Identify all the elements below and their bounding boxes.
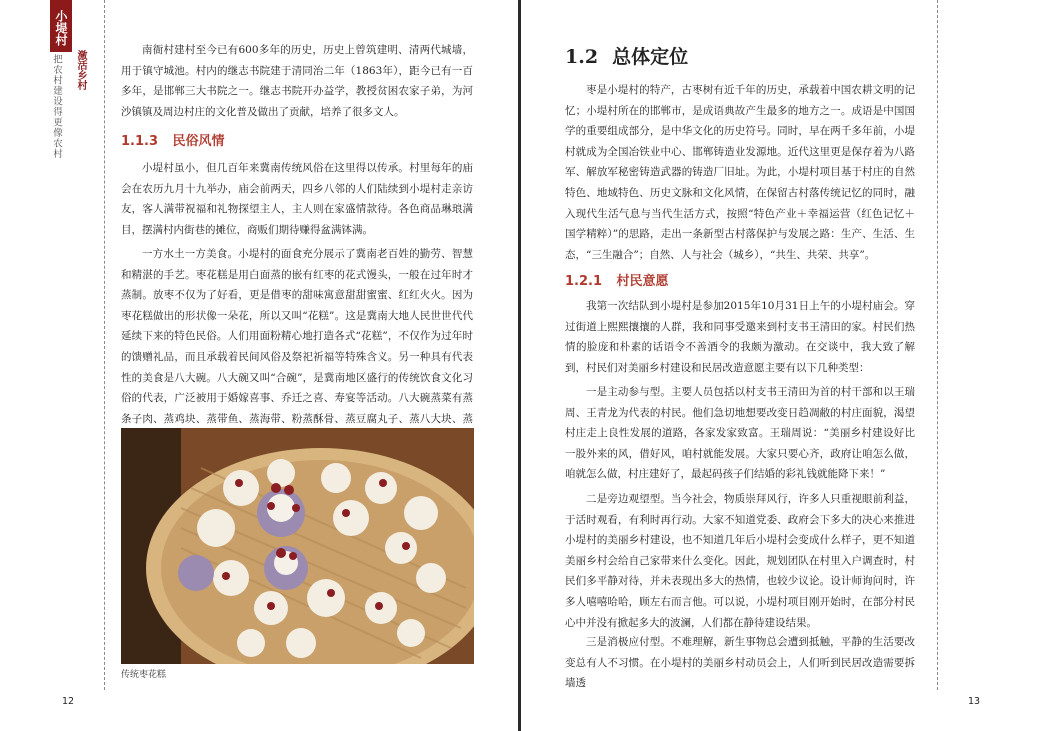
- paragraph: 二是旁边观望型。当今社会，物质崇拜风行，许多人只重视眼前利益，于活时观看，有利时再行动。大家不知道党委、政府会下多大的决心来推进小堤村的美丽乡村建设，也不知道几年后小堤村会变成什么样子，更不知道美丽乡村会给自己家带来什么变化。因此，规划团队在村里入户调查时，村民们多平静对待，并未表现出多大的热情，也较少议论。设计师询问时，许多人嘻嘻哈哈，顾左右而言他。可以说，小堤村项目刚开始时，在部分村民心中并没有掀起多大的波澜，人们都在静待建设结果。: [565, 493, 915, 629]
- paragraph: 枣是小堤村的特产，古枣树有近千年的历史，承载着中国农耕文明的记忆；小堤村所在的邯郸市，是成语典故产生最多的地方之一。成语是中国国学的重要组成部分，是中华文化的历史符号。同时，早在两千多年前，小堤村就成为全国冶铁业中心、邯郸铸造业发源地。近代这里更是保存着为八路军、解放军秘密铸造武器的铸造厂旧址。为此，小堤村项目基于村庄的自然特色、地域特色、历史文脉和文化风情，在保留古村落传统记忆的同时，融入现代生活气息与当代生活方式，按照“特色产业＋幸福运营（红色记忆＋国学精粹）”的思路，走出一条新型古村落保护与发展之路：生产、生活、生态，“三生融合”；自然、人与社会（城乡），“共生、共荣、共享”。: [565, 84, 915, 261]
- paragraph: 我第一次结队到小堤村是参加2015年10月31日上午的小堤村庙会。穿过街道上熙熙攘攘的人群，我和同事受邀来到村支书王清田的家。村民们热情的脸庞和朴素的话语令不善酒令的我颇为激动。在交谈中，我大致了解到，村民们对美丽乡村建设和民居改造意愿主要有以下几种类型：: [565, 300, 915, 374]
- paragraph: 小堤村虽小，但几百年来冀南传统风俗在这里得以传承。村里每年的庙会在农历九月十九举办，庙会前两天，四乡八邻的人们陆续到小堤村走亲访友，客人满带祝福和礼物探望主人，主人则在家盛情款待。各色商品琳琅满目，摆满村内街巷的摊位，商贩们期待赚得盆满钵满。: [121, 162, 473, 236]
- paragraph: 一方水土一方美食。小堤村的面食充分展示了冀南老百姓的勤劳、智慧和精湛的手艺。枣花糕是用白面蒸的嵌有红枣的花式馒头，一般在过年时才蒸制。放枣不仅为了好看，更是借枣的甜味寓意甜甜蜜蜜、红红火火。因为枣花糕做出的形状像一朵花，所以又叫“花糕”。这是冀南大地人民世世代代延续下来的特色民俗。人们用面粉精心地打造各式“花糕”，不仅作为过年时的馈赠礼品，而且承载着民间风俗及祭祀祈福等特殊含义。另一种具有代表性的美食是八大碗。八大碗又叫“合碗”，是冀南地区盛行的传统饮食文化习俗的代表，广泛被用于婚嫁喜事、乔迁之喜、寿宴等活动。八大碗蒸菜有蒸条子肉、蒸鸡块、蒸带鱼、蒸海带、粉蒸酥骨、蒸豆腐丸子、蒸八大块、蒸: [121, 248, 473, 425]
- side-tab-label: 小堤村: [54, 10, 68, 46]
- page-number: 13: [968, 696, 981, 707]
- paragraph: 三是消极应付型。不难理解，新生事物总会遭到抵触，平静的生活要改变总有人不习惯。在小堤村的美丽乡村动员会上，人们听到民居改造需要拆墙透: [565, 636, 915, 690]
- section-number: 1.2: [565, 46, 599, 68]
- side-title: 激活乡村: [75, 50, 86, 90]
- subsection-heading: [565, 270, 669, 289]
- photo-illustration: [121, 428, 474, 664]
- margin-guide: [104, 0, 105, 690]
- side-subtitle: 把农村建设得更像农村: [51, 54, 62, 159]
- margin-guide: [937, 0, 938, 690]
- section-title: 民俗风情: [172, 134, 225, 149]
- page-number: 12: [62, 696, 75, 707]
- subsection-title: 村民意愿: [616, 274, 669, 289]
- jujube-cake-photo: [121, 428, 474, 664]
- chapter-heading: [565, 42, 688, 69]
- left-page: [0, 0, 518, 731]
- figure-caption: 传统枣花糕: [121, 670, 167, 680]
- subsection-number: 1.2.1: [565, 274, 603, 289]
- section-heading: [121, 130, 225, 149]
- section-number: 1.1.3: [121, 134, 159, 149]
- side-tab: [50, 0, 72, 52]
- right-page: [521, 0, 1038, 731]
- paragraph: 南衙村建村至今已有600多年的历史，历史上曾筑建明、清两代城墙，用于镇守城池。村内的继志书院建于清同治二年（1863年），距今已有一百多年，是邯郸三大书院之一。继志书院开办益学，教授贫困农家子弟，为河沙镇镇及周边村庄的文化普及做出了贡献，培养了很多文人。: [121, 44, 473, 118]
- paragraph: 一是主动参与型。主要人员包括以村支书王清田为首的村干部和以王瑞周、王青龙为代表的村民。他们急切地想要改变日趋凋敝的村庄面貌，渴望村庄走上良性发展的道路，各家发家致富。王瑞周说：“美丽乡村建设好比一股外来的风，借好风，咱村就能发展。大家只要心齐，政府让咱怎么做，咱就怎么做，村庄建好了，最起码孩子们结婚的彩礼钱就能降下来！”: [565, 386, 915, 481]
- section-title: 总体定位: [612, 46, 689, 68]
